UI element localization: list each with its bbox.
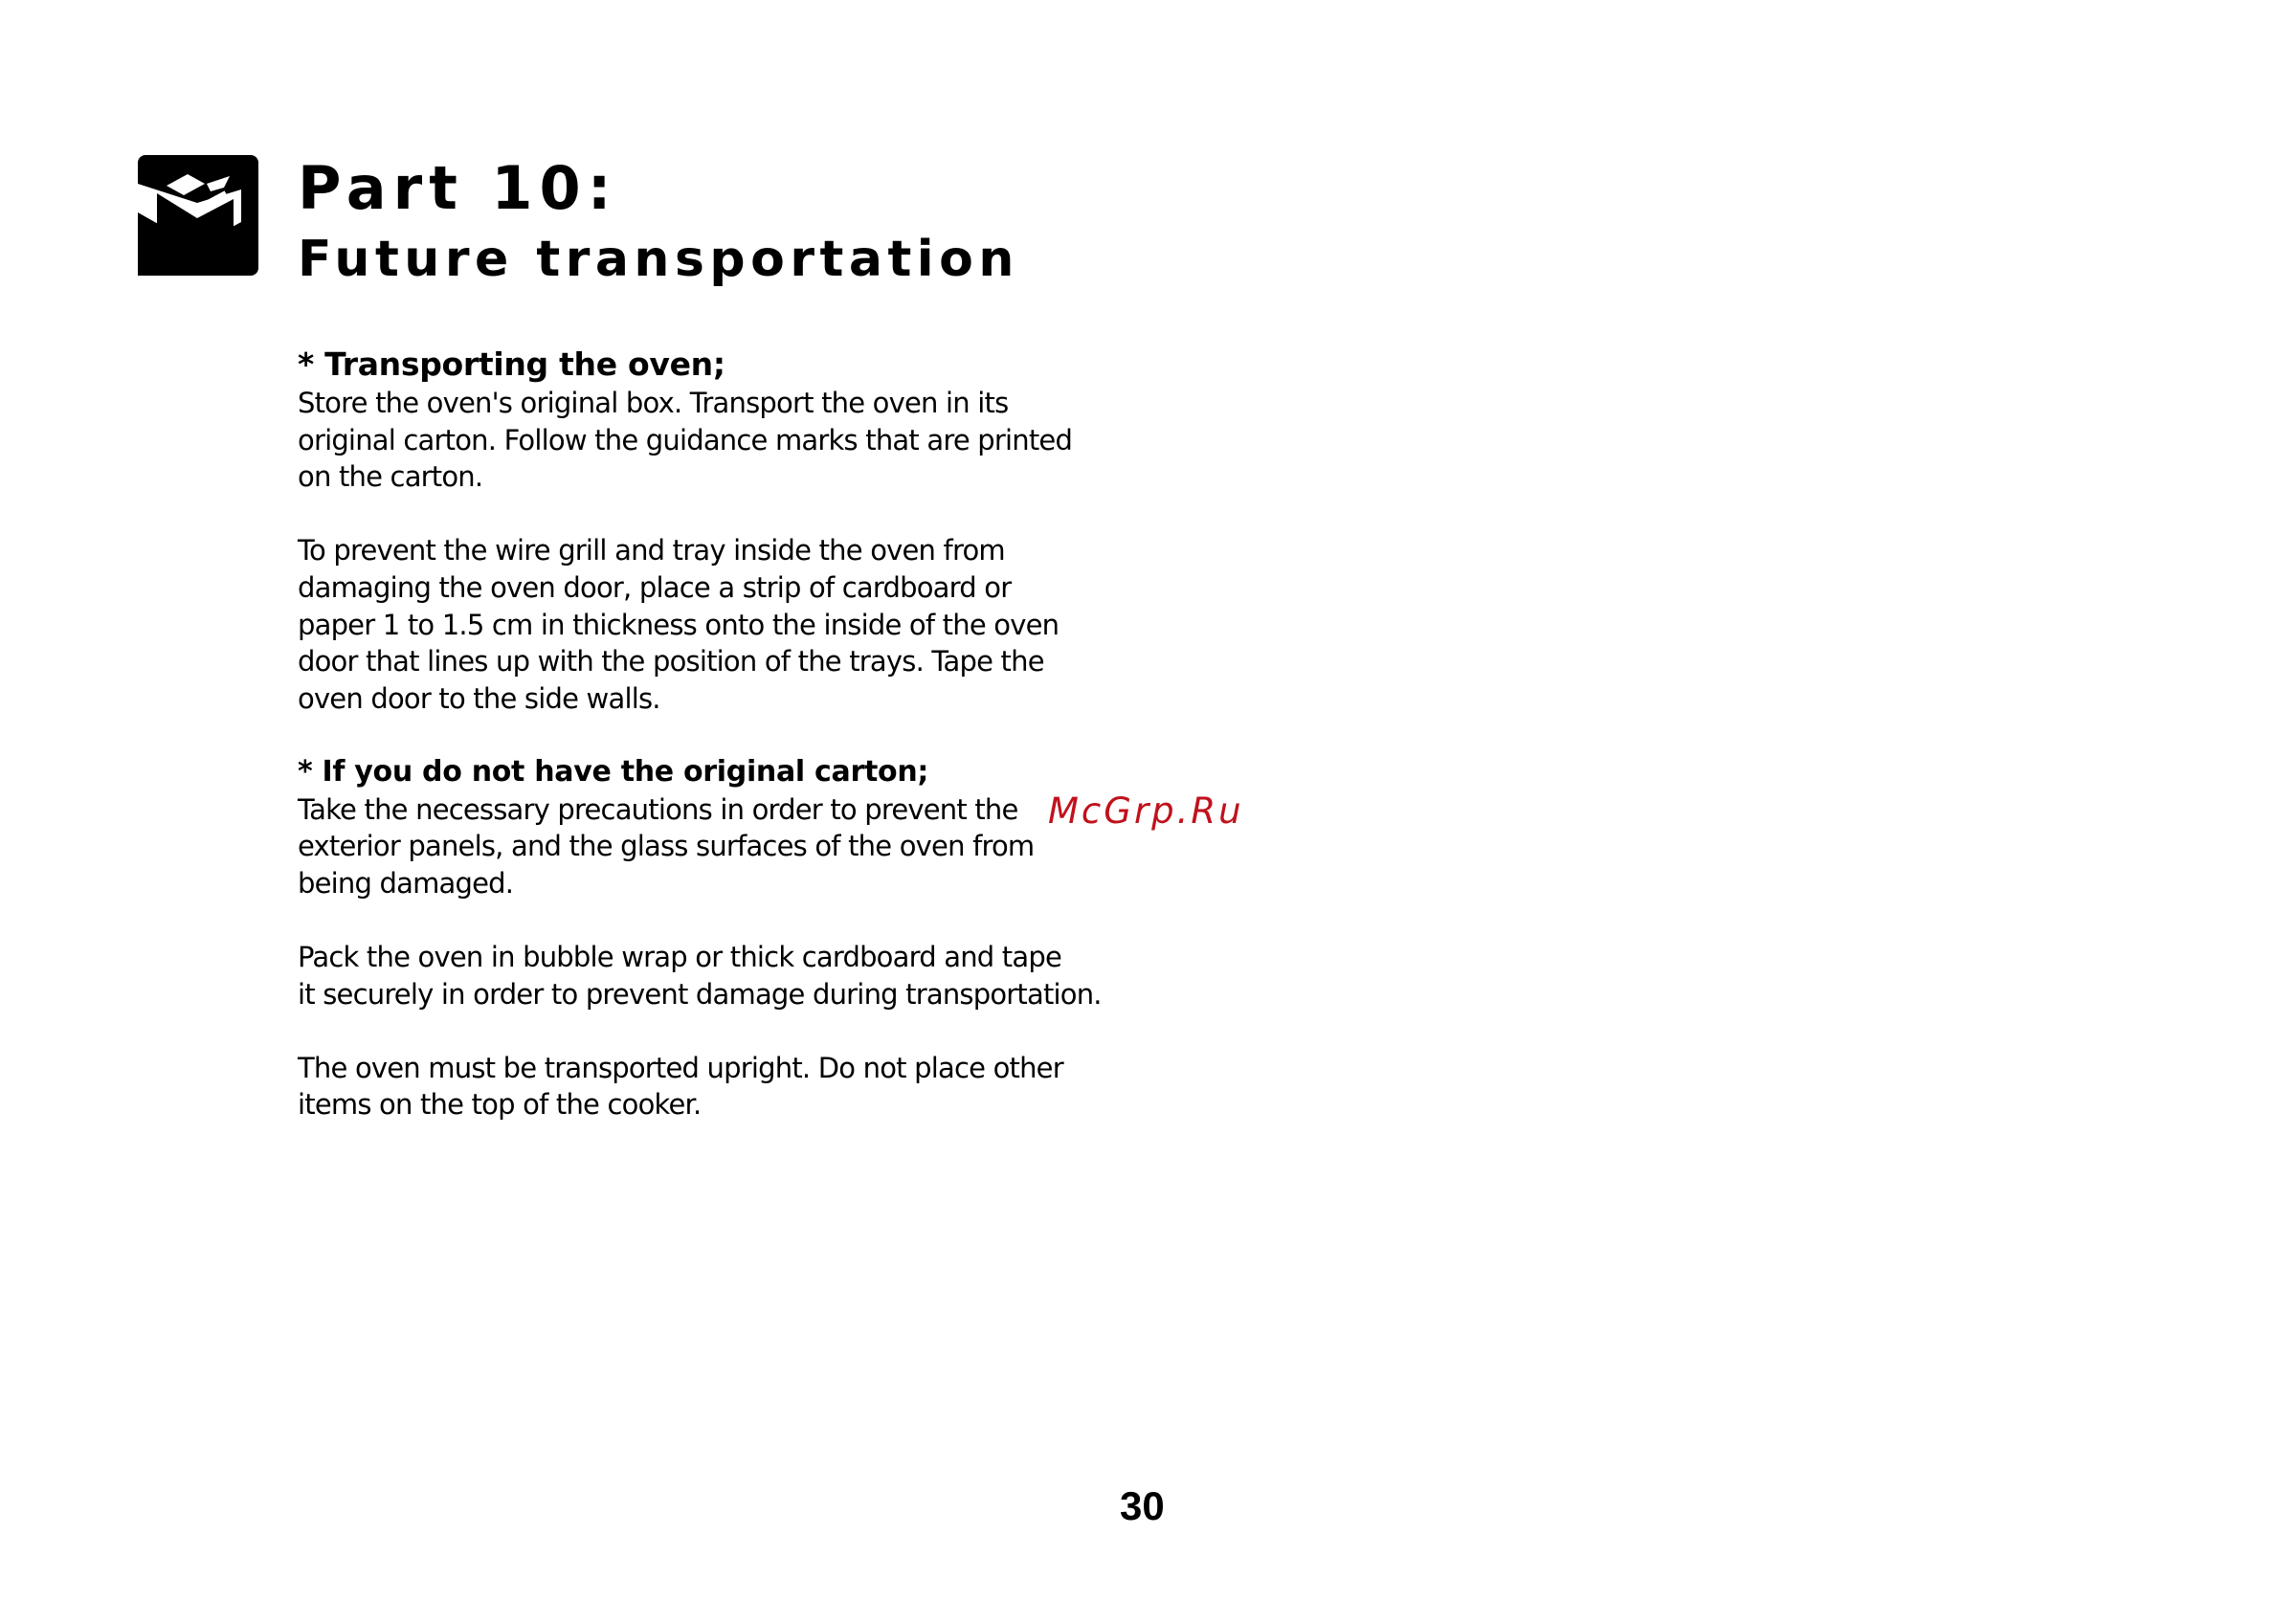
text-line: The oven must be transported upright. Do not place other (298, 1051, 1063, 1084)
text-line: door that lines up with the position of the trays. Tape the (298, 645, 1044, 679)
page-heading (298, 149, 1019, 291)
paragraph (298, 939, 1102, 1012)
main-content (298, 345, 1102, 1123)
section-no-original-carton (298, 754, 1102, 1123)
text-line: items on the top of the cooker. (298, 1088, 702, 1122)
section-subheading: * Transporting the oven; (298, 345, 725, 383)
text-line: damaging the oven door, place a strip of cardboard or (298, 570, 1012, 604)
section-transporting (298, 345, 1073, 717)
box-transport-icon (138, 155, 258, 276)
text-line: Take the necessary precautions in order to prevent the (298, 792, 1018, 826)
text-line: exterior panels, and the glass surfaces of the oven from (298, 830, 1035, 863)
text-line: on the carton. (298, 460, 483, 494)
watermark: McGrp.Ru (1048, 790, 1244, 832)
part-number: Part 10: (298, 153, 618, 223)
paragraph (298, 1050, 1063, 1123)
paragraph (298, 532, 1063, 717)
text-line: Store the oven's original box. Transport the oven in its (298, 387, 1009, 419)
text-line: paper 1 to 1.5 cm in thickness onto the inside of the oven (298, 608, 1059, 641)
section-subheading: * If you do not have the original carton; (298, 754, 929, 789)
text-line: original carton. Follow the guidance marks that are printed (298, 423, 1073, 456)
paragraph (298, 791, 1063, 902)
text-line: Pack the oven in bubble wrap or thick cardboard and tape (298, 940, 1061, 973)
page-title: Future transportation (298, 231, 1019, 288)
text-line: it securely in order to prevent damage during transportation. (298, 977, 1102, 1011)
text-line: To prevent the wire grill and tray inside the oven from (298, 534, 1005, 567)
text-line: oven door to the side walls. (298, 681, 660, 715)
paragraph (298, 385, 1073, 496)
text-line: being damaged. (298, 866, 514, 900)
page-number: 30 (1120, 1483, 1165, 1528)
